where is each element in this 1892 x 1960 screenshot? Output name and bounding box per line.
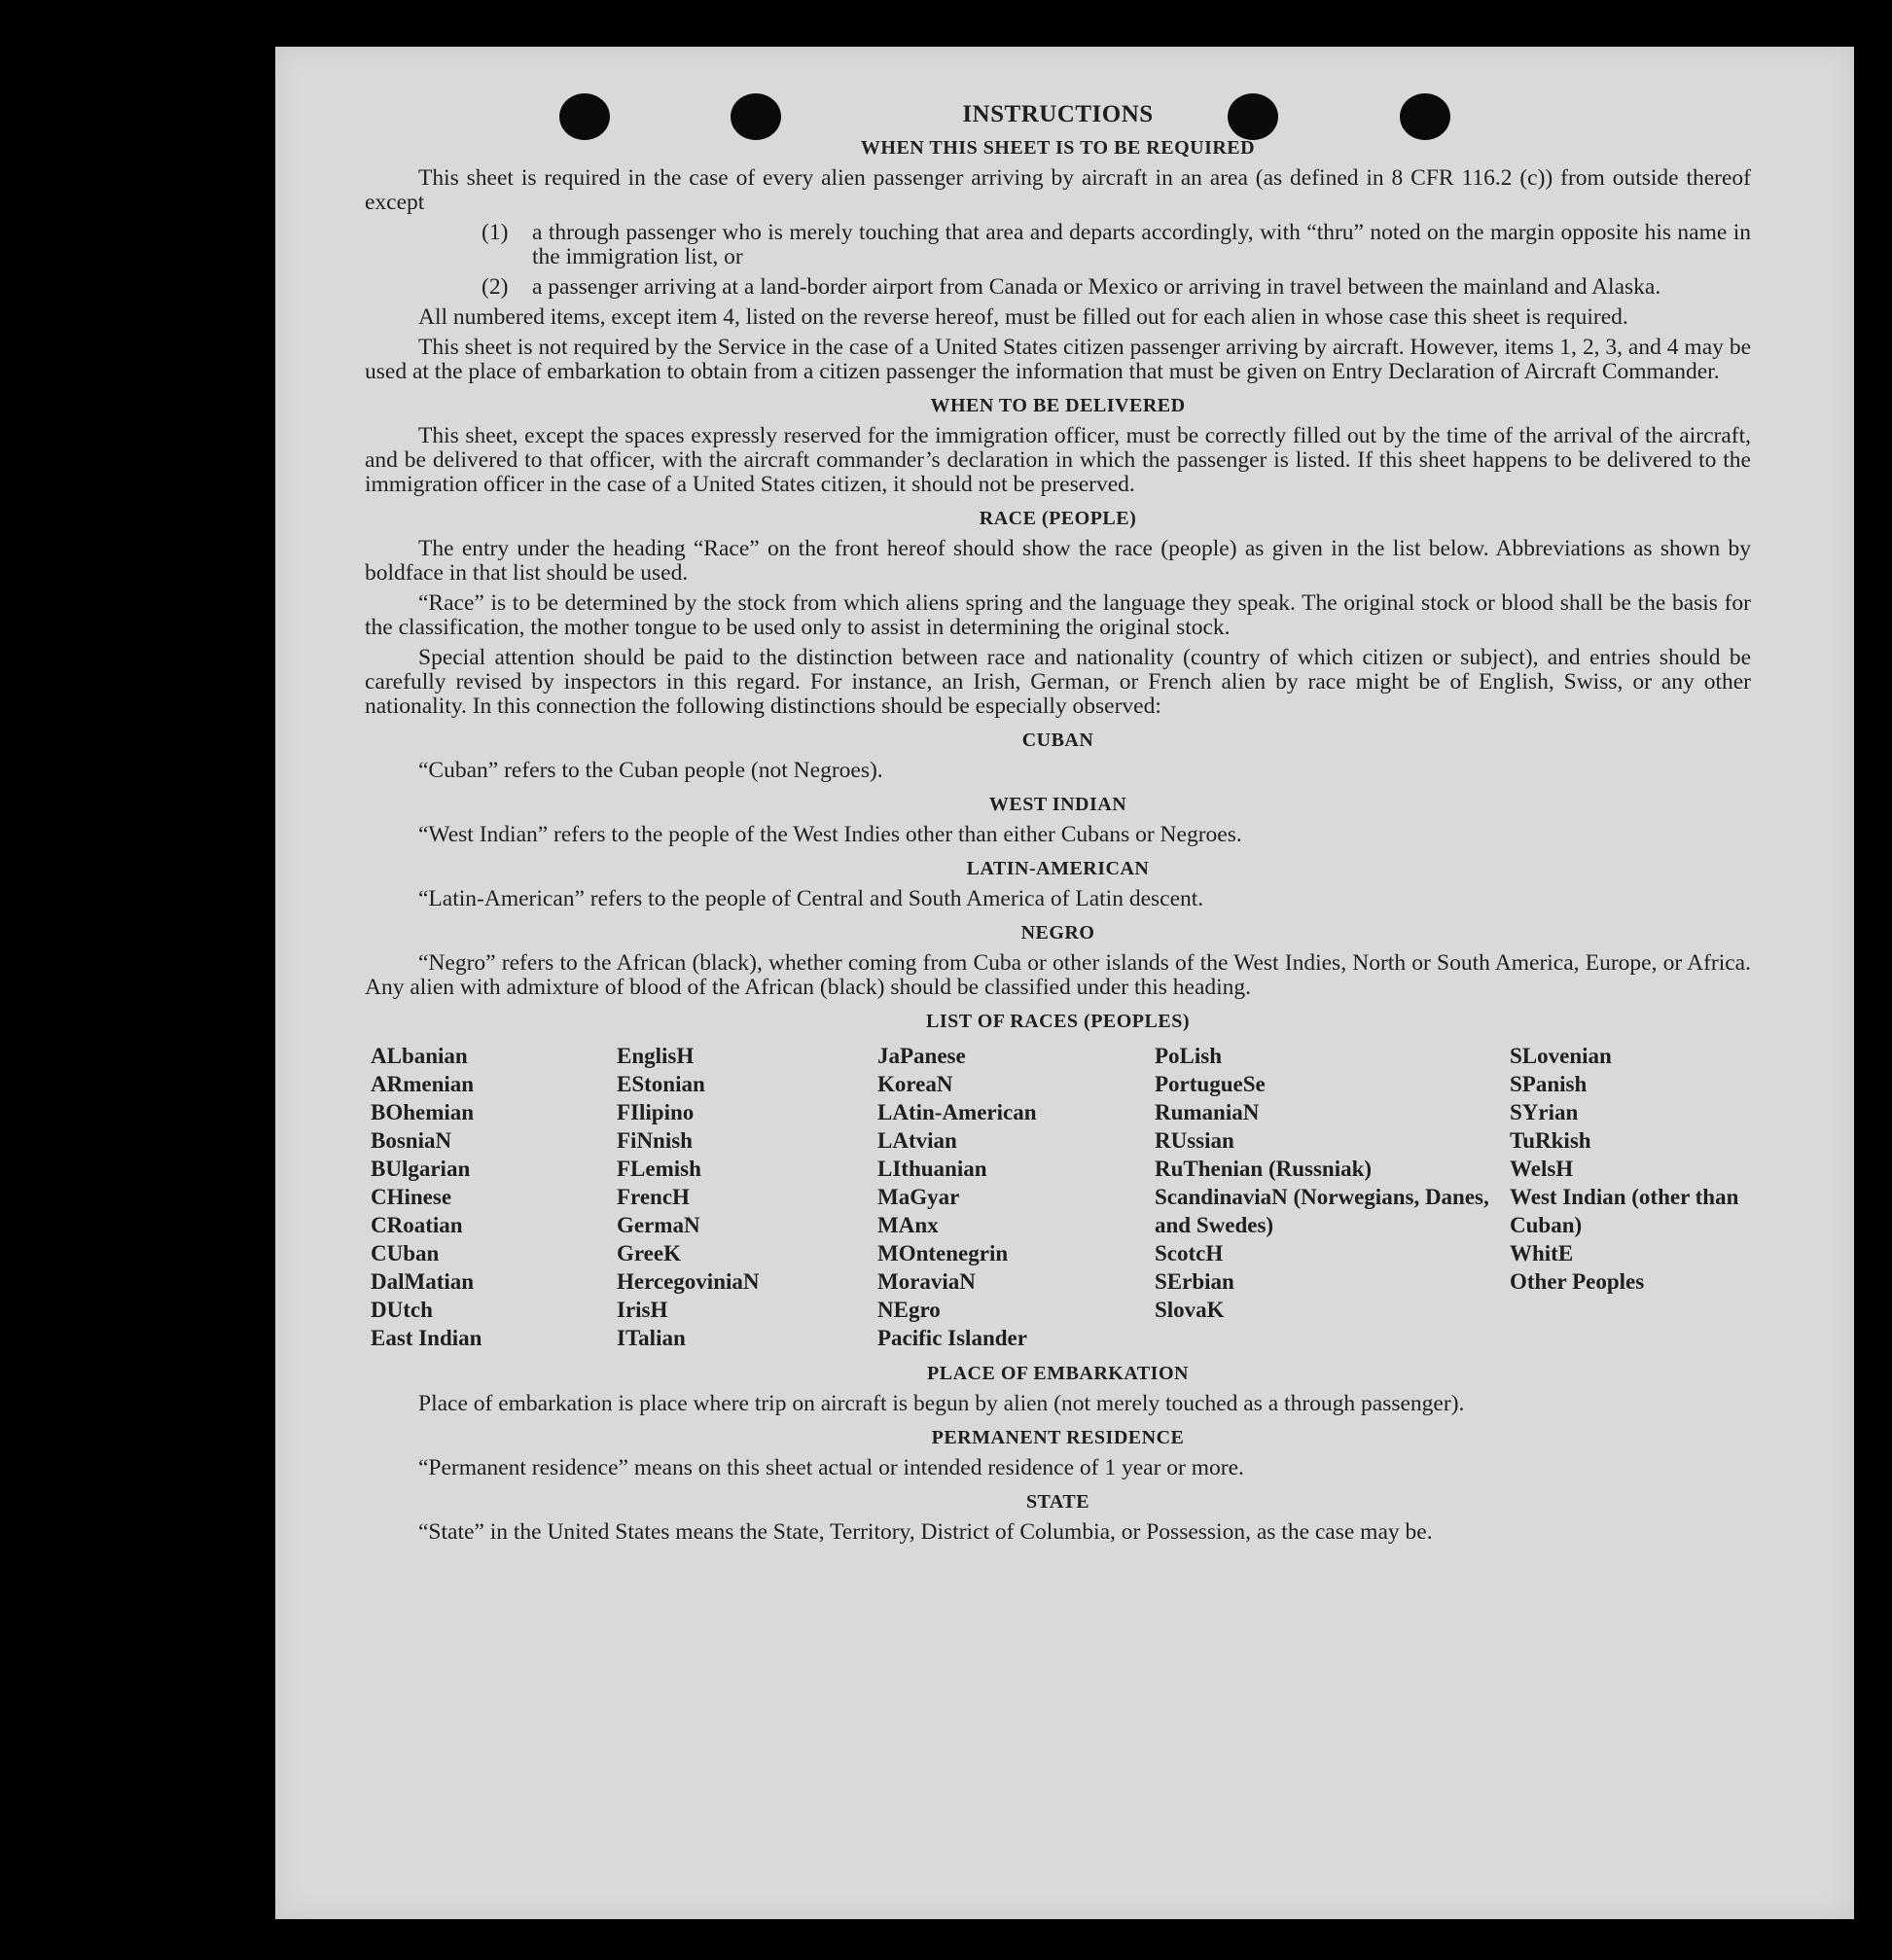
race-entry: NEgro xyxy=(877,1298,941,1322)
definition-text: “Permanent residence” means on this sheet actual or intended residence of 1 year or more. xyxy=(418,1455,1244,1480)
race-entry: East Indian xyxy=(371,1326,482,1350)
race-entry: TuRkish xyxy=(1510,1128,1591,1153)
definition-text: “Cuban” refers to the Cuban people (not Negroes). xyxy=(418,758,883,783)
paragraph: All numbered items, except item 4, listed on the reverse hereof, must be filled out for each alien in whose case this sheet is required. xyxy=(418,304,1628,330)
race-entry: FLemish xyxy=(617,1157,701,1181)
race-entry: GermaN xyxy=(617,1213,700,1237)
race-entry: MoraviaN xyxy=(877,1269,976,1294)
race-entry: SlovaK xyxy=(1155,1298,1225,1322)
paragraph: This sheet is required in the case of every alien passenger arriving by aircraft in an area (as defined in 8 CFR 116.2 (c)) from outside thereof except xyxy=(365,165,1751,215)
section-heading-negro: NEGRO xyxy=(1020,922,1095,944)
paragraph: Special attention should be paid to the distinction between race and nationality (country of which citizen or subject), and entries should be carefully revised by inspectors in this regard. For instance, an Irish, German, or French alien by race might be of English, Swiss, or any other nationality. In this connection the following distinctions should be especially observed: xyxy=(365,645,1751,719)
race-entry: WhitE xyxy=(1510,1241,1574,1265)
races-column xyxy=(371,1042,617,1352)
race-entry: HercegoviniaN xyxy=(617,1269,760,1294)
race-entry: PoLish xyxy=(1155,1044,1223,1068)
race-entry: LAtvian xyxy=(877,1128,957,1153)
section-heading-when-required: WHEN THIS SHEET IS TO BE REQUIRED xyxy=(860,137,1256,159)
race-entry: KoreaN xyxy=(877,1072,953,1096)
definition-text: “Latin-American” refers to the people of Central and South America of Latin descent. xyxy=(418,886,1204,911)
page-title: INSTRUCTIONS xyxy=(962,101,1154,127)
document-sheet xyxy=(275,47,1854,1919)
race-entry: BUlgarian xyxy=(371,1157,471,1181)
races-list xyxy=(371,1042,1751,1352)
race-entry: SLovenian xyxy=(1510,1044,1612,1068)
race-entry: EnglisH xyxy=(617,1044,695,1068)
race-entry: ITalian xyxy=(617,1326,686,1350)
races-column xyxy=(877,1042,1155,1352)
race-entry: RumaniaN xyxy=(1155,1100,1260,1124)
definition-text: Place of embarkation is place where trip on aircraft is begun by alien (not merely touched as a through passenger). xyxy=(418,1391,1465,1416)
race-entry: CRoatian xyxy=(371,1213,463,1237)
races-column xyxy=(1155,1042,1510,1352)
paragraph: This sheet is not required by the Service in the case of a United States citizen passenger arriving by aircraft. However, items 1, 2, 3, and 4 may be used at the place of embarkation to obtain from a citizen passenger the information that must be given on Entry Declaration of Aircraft Commander. xyxy=(365,335,1751,384)
section-heading-state: STATE xyxy=(1025,1491,1090,1513)
race-entry: GreeK xyxy=(617,1241,681,1265)
race-entry: BOhemian xyxy=(371,1100,475,1124)
paragraph: The entry under the heading “Race” on the front hereof should show the race (people) as given in the list below. Abbreviations as shown by boldface in that list should be used. xyxy=(365,536,1751,586)
race-entry: MOntenegrin xyxy=(877,1241,1009,1265)
race-entry: BosniaN xyxy=(371,1128,452,1153)
race-entry: EStonian xyxy=(617,1072,705,1096)
section-heading-when-delivered: WHEN TO BE DELIVERED xyxy=(930,395,1186,416)
race-entry: ScotcH xyxy=(1155,1241,1224,1265)
definition-text: “State” in the United States means the State, Territory, District of Columbia, or Possession, as the case may be. xyxy=(418,1519,1433,1545)
race-entry: Pacific Islander xyxy=(877,1326,1027,1350)
race-entry: ScandinaviaN (Norwegians, Danes, and Swedes) xyxy=(1155,1185,1489,1237)
exception-text: a passenger arriving at a land-border airport from Canada or Mexico or arriving in travel between the mainland and Alaska. xyxy=(532,274,1661,300)
races-column xyxy=(1510,1042,1757,1352)
race-entry: CHinese xyxy=(371,1185,452,1209)
section-heading-permanent-residence: PERMANENT RESIDENCE xyxy=(931,1427,1185,1448)
race-entry: West Indian (other than Cuban) xyxy=(1510,1185,1739,1237)
race-entry: MAnx xyxy=(877,1213,939,1237)
race-entry: SPanish xyxy=(1510,1072,1588,1096)
exception-number: (2) xyxy=(482,274,509,300)
race-entry: DUtch xyxy=(371,1298,433,1322)
race-entry: SYrian xyxy=(1510,1100,1579,1124)
race-entry: FrencH xyxy=(617,1185,690,1209)
section-heading-embarkation: PLACE OF EMBARKATION xyxy=(927,1363,1189,1384)
exception-item xyxy=(365,275,1751,300)
races-column xyxy=(617,1042,877,1352)
race-entry: LAtin-American xyxy=(877,1100,1037,1124)
paragraph: This sheet, except the spaces expressly reserved for the immigration officer, must be correctly filled out by the time of the arrival of the aircraft, and be delivered to that officer, with the aircraft commander’s declaration in which the passenger is listed. If this sheet happens to be delivered to the immigration officer in the case of a United States citizen, it should not be preserved. xyxy=(365,423,1751,497)
race-entry: Other Peoples xyxy=(1510,1269,1645,1294)
section-heading-race: RACE (PEOPLE) xyxy=(979,508,1137,529)
section-heading-cuban: CUBAN xyxy=(1021,730,1094,751)
race-entry: FIlipino xyxy=(617,1100,695,1124)
race-entry: MaGyar xyxy=(877,1185,960,1209)
race-entry: ARmenian xyxy=(371,1072,475,1096)
definition-text: “West Indian” refers to the people of the West Indies other than either Cubans or Negroes. xyxy=(418,822,1242,847)
race-entry: RuThenian (Russniak) xyxy=(1155,1157,1373,1181)
race-entry: ALbanian xyxy=(371,1044,468,1068)
instructions-content xyxy=(365,102,1751,1550)
race-entry: WelsH xyxy=(1510,1157,1574,1181)
section-heading-list-of-races: LIST OF RACES (PEOPLES) xyxy=(925,1011,1190,1032)
race-entry: FiNnish xyxy=(617,1128,693,1153)
race-entry: LIthuanian xyxy=(877,1157,987,1181)
exception-item xyxy=(365,221,1751,269)
race-entry: SErbian xyxy=(1155,1269,1234,1294)
race-entry: PortugueSe xyxy=(1155,1072,1266,1096)
race-entry: JaPanese xyxy=(877,1044,966,1068)
race-entry: RUssian xyxy=(1155,1128,1234,1153)
exception-text: a through passenger who is merely touching that area and departs accordingly, with “thru” noted on the margin opposite his name in the immigration list, or xyxy=(532,220,1751,269)
section-heading-west-indian: WEST INDIAN xyxy=(988,794,1127,815)
race-entry: DalMatian xyxy=(371,1269,475,1294)
race-entry: CUban xyxy=(371,1241,440,1265)
paragraph: “Race” is to be determined by the stock from which aliens spring and the language they speak. The original stock or blood shall be the basis for the classification, the mother tongue to be used only to assist in determining the original stock. xyxy=(365,590,1751,640)
race-entry: IrisH xyxy=(617,1298,668,1322)
definition-text: “Negro” refers to the African (black), whether coming from Cuba or other islands of the West Indies, North or South America, Europe, or Africa. Any alien with admixture of blood of the African (black) should be classified under this heading. xyxy=(365,950,1751,1000)
exception-number: (1) xyxy=(482,220,509,245)
section-heading-latin-american: LATIN-AMERICAN xyxy=(966,858,1150,879)
